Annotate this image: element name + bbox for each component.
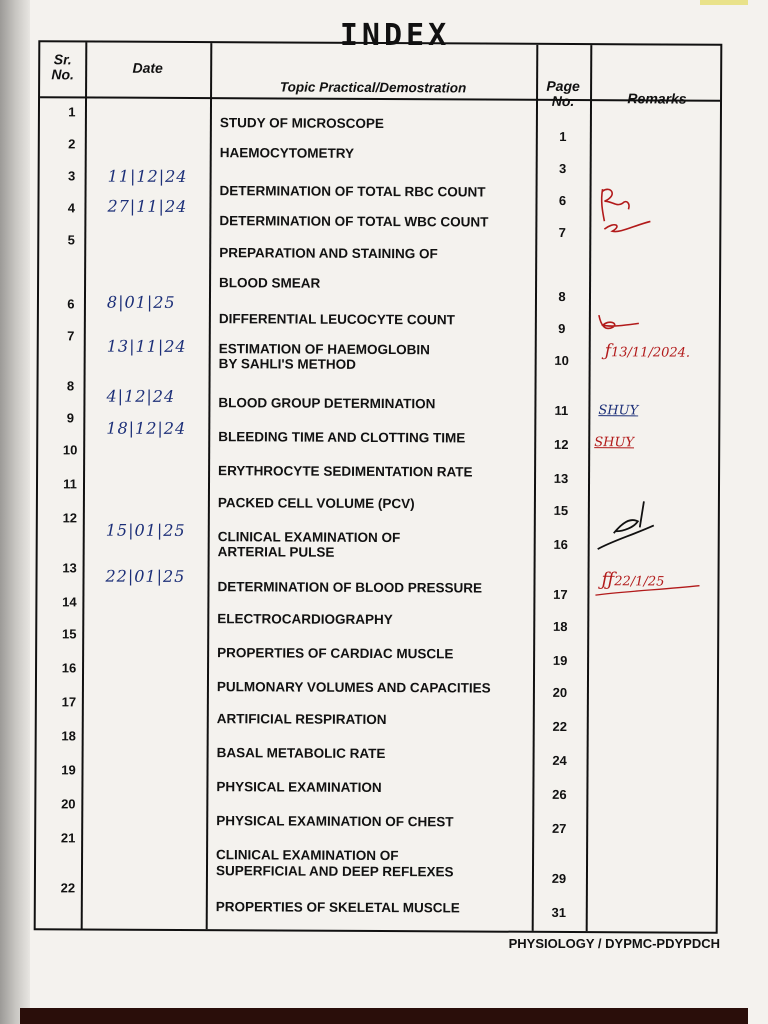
row-topic: CLINICAL EXAMINATION OF: [216, 847, 399, 864]
row-sr: 17: [61, 694, 77, 710]
row-page: 8: [558, 288, 566, 304]
remark-hb-date: 13/11/2024.: [610, 345, 691, 361]
row-topic: ERYTHROCYTE SEDIMENTATION RATE: [218, 463, 473, 480]
row-page: 6: [558, 192, 567, 208]
row-sr: 16: [61, 660, 77, 676]
remark-blood-group: SHUY: [598, 403, 639, 419]
signature-pulse: [594, 497, 664, 553]
row-sr: 11: [63, 476, 77, 492]
row-sr: 4: [67, 200, 76, 216]
header-date: Date: [132, 59, 163, 76]
row-page: 13: [553, 470, 569, 486]
row-topic: PACKED CELL VOLUME (PCV): [217, 495, 415, 512]
row-page: 18: [552, 618, 568, 634]
row-topic: ARTIFICIAL RESPIRATION: [216, 711, 387, 728]
row-sr: 21: [60, 830, 76, 846]
header-sr-line1: Sr.: [53, 51, 72, 68]
row-page: 24: [552, 752, 567, 768]
row-topic: BASAL METABOLIC RATE: [216, 745, 386, 762]
remark-bleeding-time: SHUY: [594, 435, 635, 451]
signature-dlc: [595, 311, 645, 335]
row-topic: PHYSICAL EXAMINATION OF CHEST: [216, 813, 454, 830]
row-topic: ESTIMATION OF HAEMOGLOBIN: [218, 341, 431, 358]
row-topic-line2: SUPERFICIAL AND DEEP REFLEXES: [215, 863, 454, 880]
row-sr: 19: [61, 762, 76, 778]
header-remarks: Remarks: [627, 90, 687, 107]
row-page: 9: [558, 320, 566, 336]
row-page: 22: [552, 718, 568, 734]
row-sr: 14: [62, 594, 77, 610]
row-date: 18|12|24: [106, 418, 187, 438]
row-topic: PHYSICAL EXAMINATION: [216, 779, 382, 796]
row-date: 4|12|24: [106, 386, 176, 406]
row-sr: 3: [67, 168, 76, 184]
row-topic: DETERMINATION OF TOTAL RBC COUNT: [219, 183, 486, 200]
row-page: 20: [552, 684, 568, 700]
row-date: 27|11|24: [107, 196, 188, 216]
row-sr: 18: [61, 728, 76, 744]
row-sr: 20: [61, 796, 76, 812]
remark-bp: ƒƒ22/1/25: [601, 569, 665, 591]
row-page: 1: [559, 128, 567, 144]
row-sr: 5: [67, 232, 75, 248]
row-page: 19: [552, 652, 568, 668]
row-page: 10: [554, 352, 569, 368]
column-divider: [586, 45, 592, 931]
row-sr: 8: [66, 378, 75, 394]
row-topic: CLINICAL EXAMINATION OF: [217, 529, 401, 546]
row-page: 17: [553, 586, 568, 602]
row-page: 27: [551, 820, 567, 836]
row-topic: DETERMINATION OF BLOOD PRESSURE: [217, 579, 483, 596]
row-topic: HAEMOCYTOMETRY: [219, 145, 355, 161]
footer-department: PHYSIOLOGY / DYPMC-PDYPDCH: [508, 936, 720, 951]
notebook-binding-shadow: [0, 0, 30, 1024]
row-date: 8|01|25: [106, 292, 176, 312]
row-sr: 15: [61, 626, 77, 642]
row-sr: 13: [62, 560, 77, 576]
remark-bp-underline: [593, 583, 703, 598]
row-topic: PROPERTIES OF CARDIAC MUSCLE: [217, 645, 454, 662]
row-page: 7: [558, 224, 566, 240]
row-topic: STUDY OF MICROSCOPE: [219, 115, 384, 132]
row-topic: PREPARATION AND STAINING OF: [219, 245, 438, 262]
header-sr-no: [40, 52, 85, 82]
row-date: 22|01|25: [105, 566, 186, 586]
row-topic: DETERMINATION OF TOTAL WBC COUNT: [219, 213, 489, 230]
page-top-edge: [700, 0, 748, 5]
row-topic: PULMONARY VOLUMES AND CAPACITIES: [216, 679, 491, 696]
row-page: 11: [554, 402, 569, 418]
row-topic: DIFFERENTIAL LEUCOCYTE COUNT: [218, 311, 455, 328]
row-page: 3: [559, 160, 567, 176]
header-page-line1: Page: [546, 77, 580, 95]
remark-bp-date: 22/1/25: [614, 574, 665, 590]
page-title: INDEX: [339, 18, 451, 53]
row-page: 15: [553, 502, 569, 518]
row-date: 11|12|24: [107, 166, 188, 186]
signature-rbc: [594, 181, 674, 241]
row-topic: BLEEDING TIME AND CLOTTING TIME: [218, 429, 466, 446]
row-topic: ELECTROCARDIOGRAPHY: [217, 611, 393, 628]
row-topic-line2: BLOOD SMEAR: [219, 275, 321, 291]
row-page: 26: [552, 786, 567, 802]
row-sr: 22: [60, 880, 76, 896]
page-bottom-edge: [20, 1008, 748, 1024]
row-page: 12: [553, 436, 569, 452]
row-sr: 12: [62, 510, 78, 526]
row-date: 13|11|24: [106, 336, 187, 356]
row-page: 29: [551, 870, 567, 886]
header-page-no: [536, 79, 590, 109]
row-sr: 10: [62, 442, 78, 458]
remark-hb: ƒ13/11/2024.: [604, 341, 691, 362]
row-topic: BLOOD GROUP DETERMINATION: [218, 395, 436, 412]
row-sr: 1: [68, 104, 76, 120]
row-topic: PROPERTIES OF SKELETAL MUSCLE: [215, 899, 460, 916]
header-topic: Topic Practical/Demostration: [279, 79, 467, 96]
row-sr: 6: [67, 296, 75, 312]
row-page: 31: [551, 904, 567, 920]
row-date: 15|01|25: [105, 520, 186, 540]
row-sr: 9: [66, 410, 75, 426]
row-topic-line2: BY SAHLI'S METHOD: [218, 356, 356, 372]
row-sr: 2: [68, 136, 76, 152]
header-page-line2: No.: [551, 92, 575, 110]
row-sr: 7: [67, 328, 75, 344]
row-page: 16: [553, 536, 568, 552]
index-table: [34, 40, 723, 934]
row-topic-line2: ARTERIAL PULSE: [217, 544, 335, 560]
header-sr-line2: No.: [51, 66, 74, 83]
